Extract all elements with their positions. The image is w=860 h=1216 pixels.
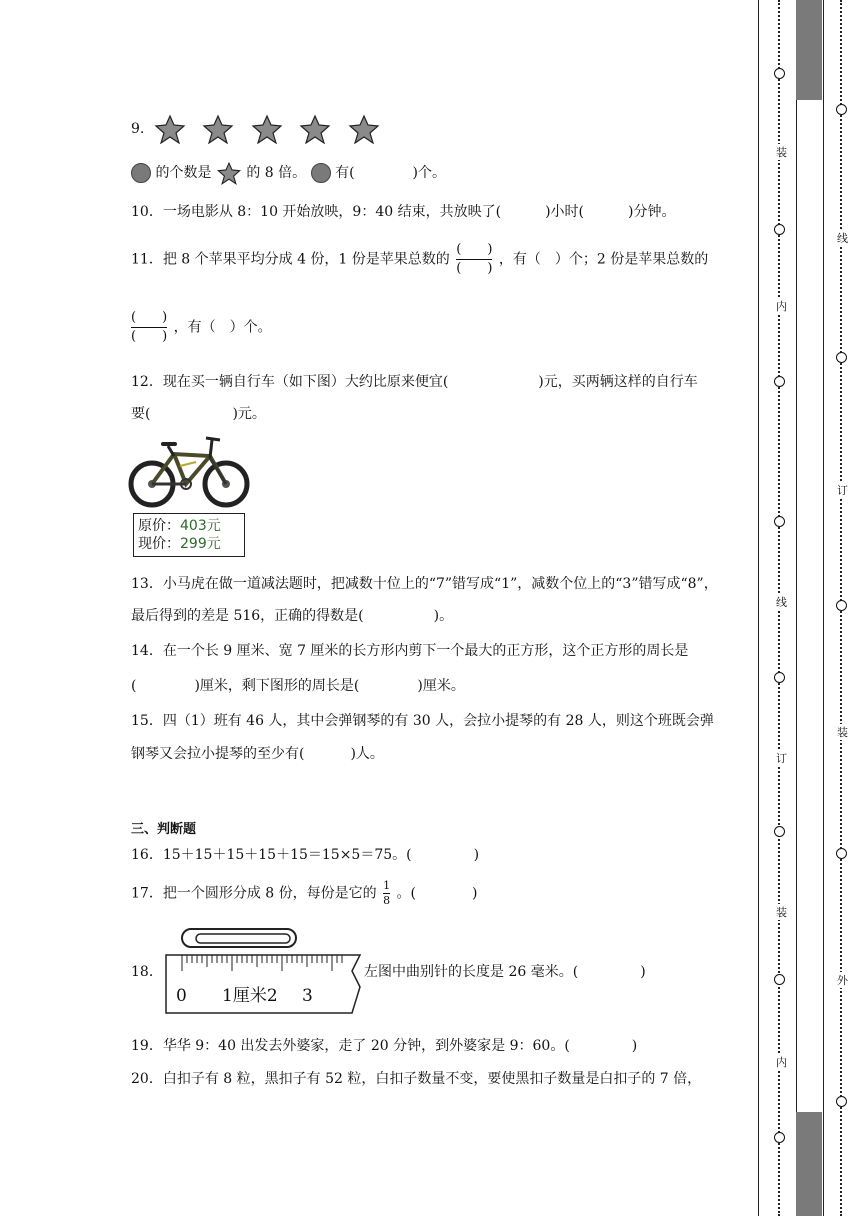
binding-hole	[836, 600, 847, 611]
binding-hole	[774, 826, 785, 837]
question-14-line2: ( )厘米，剩下图形的周长是( )厘米。	[131, 678, 465, 694]
binding-hole	[774, 376, 785, 387]
binding-hole	[774, 672, 785, 683]
bicycle-image	[128, 432, 252, 510]
circle-icon	[311, 163, 331, 183]
binding-label: 装	[837, 726, 848, 739]
question-12-line2: 要( )元。	[131, 406, 266, 422]
question-20: 20．白扣子有 8 粒，黑扣子有 52 粒，白扣子数量不变，要使黑扣子数量是白扣子的 7 倍，	[131, 1071, 702, 1087]
binding-hole	[774, 974, 785, 985]
section-heading: 三、判断题	[131, 822, 197, 837]
fraction-blank: $\frac{( )}{( )}$	[456, 242, 493, 276]
binding-hole	[774, 516, 785, 527]
star-icon	[216, 161, 242, 185]
binding-hole	[836, 104, 847, 115]
question-13-line2: 最后得到的差是 516，正确的得数是( )。	[131, 608, 454, 624]
current-price: 现价：299元	[138, 536, 221, 552]
binding-label: 内	[776, 1056, 787, 1069]
star-icon	[298, 114, 332, 144]
binding-hole	[836, 848, 847, 859]
question-17: 17．把一个圆形分成 8 份，每份是它的 $\frac{1}{8}$ 。( )	[131, 879, 478, 907]
ruler-with-paperclip	[162, 925, 368, 1017]
question-15: 15．四（1）班有 46 人，其中会弹钢琴的有 30 人，会拉小提琴的有 28 人，则这个班既会弹	[131, 713, 714, 729]
star-icon	[201, 114, 235, 144]
binding-hole	[774, 1132, 785, 1143]
ruler-label-0: 0	[176, 986, 187, 1006]
binding-hole	[836, 352, 847, 363]
question-11-line2: $\frac{( )}{( )}$ ，有（ ）个。	[131, 310, 272, 344]
star-icon	[250, 114, 284, 144]
question-18-number: 18．	[131, 964, 163, 980]
star-icon	[153, 114, 187, 144]
fraction: $\frac{1}{8}$	[383, 879, 391, 907]
question-14: 14．在一个长 9 厘米、宽 7 厘米的长方形内剪下一个最大的正方形，这个正方形的周长是	[131, 643, 689, 659]
original-price: 原价：403元	[138, 518, 221, 534]
stars-row	[153, 121, 381, 137]
question-10: 10．一场电影从 8：10 开始放映，9：40 结束，共放映了( )小时( )分钟。	[131, 204, 676, 220]
circle-icon	[131, 163, 151, 183]
price-box	[133, 513, 245, 557]
binding-label: 线	[837, 232, 848, 245]
question-9	[131, 114, 381, 144]
question-number: 9.	[131, 121, 145, 137]
question-11: 11．把 8 个苹果平均分成 4 份，1 份是苹果总数的 $\frac{( )}{( )}$ ，有（ ）个；2 份是苹果总数的	[131, 242, 709, 276]
question-16: 16．15＋15＋15＋15＋15＝15×5＝75。( )	[131, 847, 480, 863]
fraction-blank: $\frac{( )}{( )}$	[131, 310, 168, 344]
binding-label: 外	[837, 974, 848, 987]
binding-label: 线	[776, 596, 787, 609]
ruler-label-3: 3	[302, 986, 313, 1006]
binding-label: 装	[776, 146, 787, 159]
binding-strip	[758, 0, 860, 1216]
binding-label: 订	[776, 752, 787, 765]
question-19: 19．华华 9：40 出发去外婆家，走了 20 分钟，到外婆家是 9：60。( )	[131, 1038, 638, 1054]
binding-label: 装	[776, 906, 787, 919]
binding-hole	[774, 68, 785, 79]
star-icon	[347, 114, 381, 144]
question-9-text: 的个数是 的 8 倍。 有( )个。	[131, 161, 446, 185]
question-12: 12．现在买一辆自行车（如下图）大约比原来便宜( )元，买两辆这样的自行车	[131, 374, 698, 390]
question-15-line2: 钢琴又会拉小提琴的至少有( )人。	[131, 746, 384, 762]
question-13: 13．小马虎在做一道减法题时，把减数十位上的“7”错写成“1”，减数个位上的“3”错写成“8”，	[131, 576, 718, 592]
binding-label: 内	[776, 300, 787, 313]
binding-label: 订	[837, 484, 848, 497]
binding-hole	[774, 224, 785, 235]
ruler-label-1: 1厘米2	[222, 986, 278, 1006]
question-18-text: 左图中曲别针的长度是 26 毫米。( )	[364, 964, 646, 980]
binding-hole	[836, 1096, 847, 1107]
